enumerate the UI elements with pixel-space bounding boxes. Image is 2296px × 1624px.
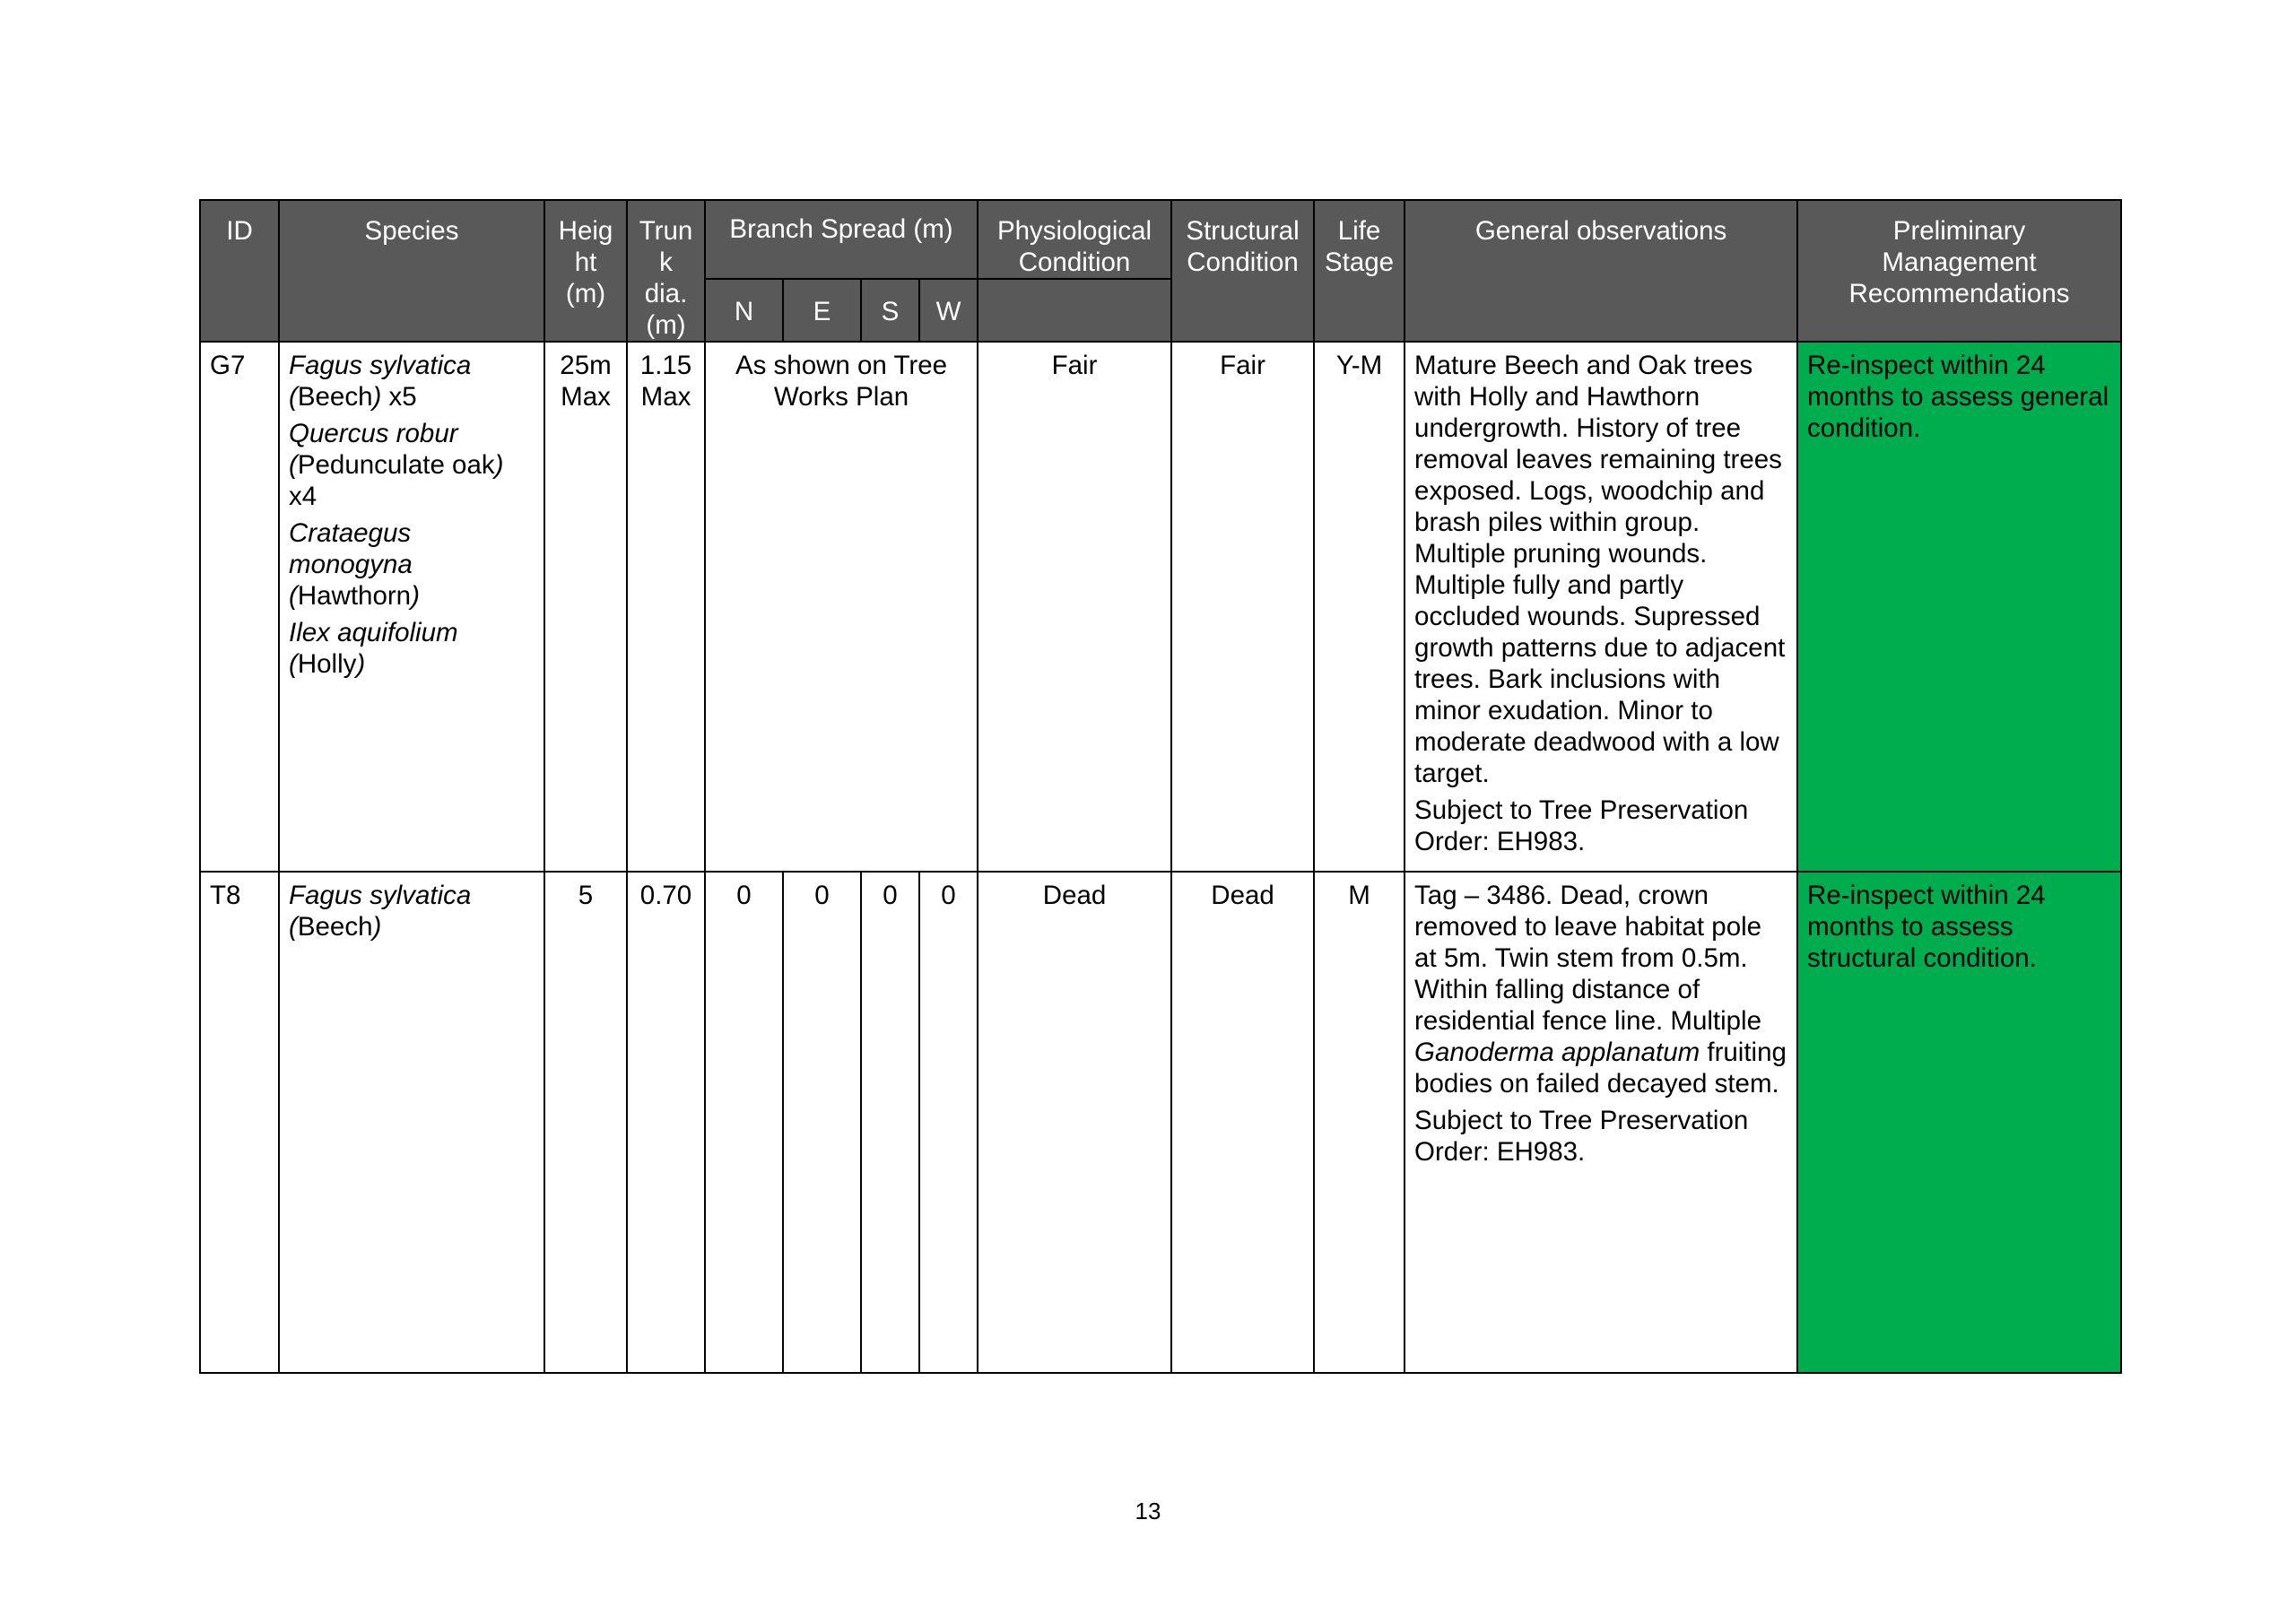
- header-trunk-diameter: Trun k dia. (m): [627, 200, 705, 342]
- cell-life-stage: M: [1314, 872, 1405, 1373]
- header-height: Heig ht (m): [544, 200, 627, 342]
- header-e: E: [783, 279, 861, 342]
- header-physiological-condition: Physiological Condition: [978, 200, 1171, 279]
- header-row: [200, 200, 2121, 279]
- header-physiological-blank: [978, 279, 1171, 342]
- cell-w: 0: [919, 872, 978, 1373]
- header-life-stage: Life Stage: [1314, 200, 1405, 342]
- header-s: S: [861, 279, 919, 342]
- header-w: W: [919, 279, 978, 342]
- cell-physiological: Fair: [978, 342, 1171, 872]
- cell-id: T8: [200, 872, 279, 1373]
- cell-structural: Fair: [1171, 342, 1314, 872]
- cell-species: [279, 342, 544, 872]
- cell-trunk: 1.15 Max: [627, 342, 705, 872]
- cell-life-stage: Y-M: [1314, 342, 1405, 872]
- header-recommendations: Preliminary Management Recommendations: [1797, 200, 2121, 342]
- cell-n: 0: [705, 872, 783, 1373]
- header-species: Species: [279, 200, 544, 342]
- cell-s: 0: [861, 872, 919, 1373]
- header-general-observations: General observations: [1405, 200, 1797, 342]
- species-entry: Crataegus monogyna (Hawthorn): [289, 518, 420, 611]
- species-entry: Fagus sylvatica (Beech) x5: [289, 351, 472, 412]
- header-structural-condition: Structural Condition: [1171, 200, 1314, 342]
- cell-height: 25m Max: [544, 342, 627, 872]
- cell-height: 5: [544, 872, 627, 1373]
- header-n: N: [705, 279, 783, 342]
- table-row: [200, 872, 2121, 1373]
- species-entry: Ilex aquifolium (Holly): [289, 618, 458, 679]
- species-entry: Quercus robur (Pedunculate oak) x4: [289, 419, 504, 511]
- cell-recommendation: Re-inspect within 24 months to assess general condition.: [1797, 342, 2121, 872]
- cell-structural: Dead: [1171, 872, 1314, 1373]
- cell-branch-spread: As shown on Tree Works Plan: [705, 342, 978, 872]
- cell-e: 0: [783, 872, 861, 1373]
- cell-species: [279, 872, 544, 1373]
- cell-id: G7: [200, 342, 279, 872]
- cell-observations: Tag – 3486. Dead, crown removed to leave habitat pole at 5m. Twin stem from 0.5m. Within falling distance of residential fence line. Multiple Ganoderma applanatum fruiting bodies on failed decayed stem. Subject to Tree Preservation Order: EH983.: [1405, 872, 1797, 1373]
- tree-survey-table: [199, 199, 2122, 1374]
- cell-physiological: Dead: [978, 872, 1171, 1373]
- cell-trunk: 0.70: [627, 872, 705, 1373]
- species-entry: Fagus sylvatica (Beech): [289, 881, 472, 942]
- page-number: 13: [1135, 1498, 1161, 1524]
- table-row: [200, 342, 2121, 872]
- cell-observations: Mature Beech and Oak trees with Holly and Hawthorn undergrowth. History of tree removal leaves remaining trees exposed. Logs, woodchip and brash piles within group. Multiple pruning wounds. Multiple fully and partly occluded wounds. Supressed growth patterns due to adjacent trees. Bark inclusions with minor exudation. Minor to moderate deadwood with a low target. Subject to Tree Preservation Order: EH983.: [1405, 342, 1797, 872]
- header-branch-spread: Branch Spread (m): [705, 200, 978, 279]
- header-id: ID: [200, 200, 279, 342]
- cell-recommendation: Re-inspect within 24 months to assess structural condition.: [1797, 872, 2121, 1373]
